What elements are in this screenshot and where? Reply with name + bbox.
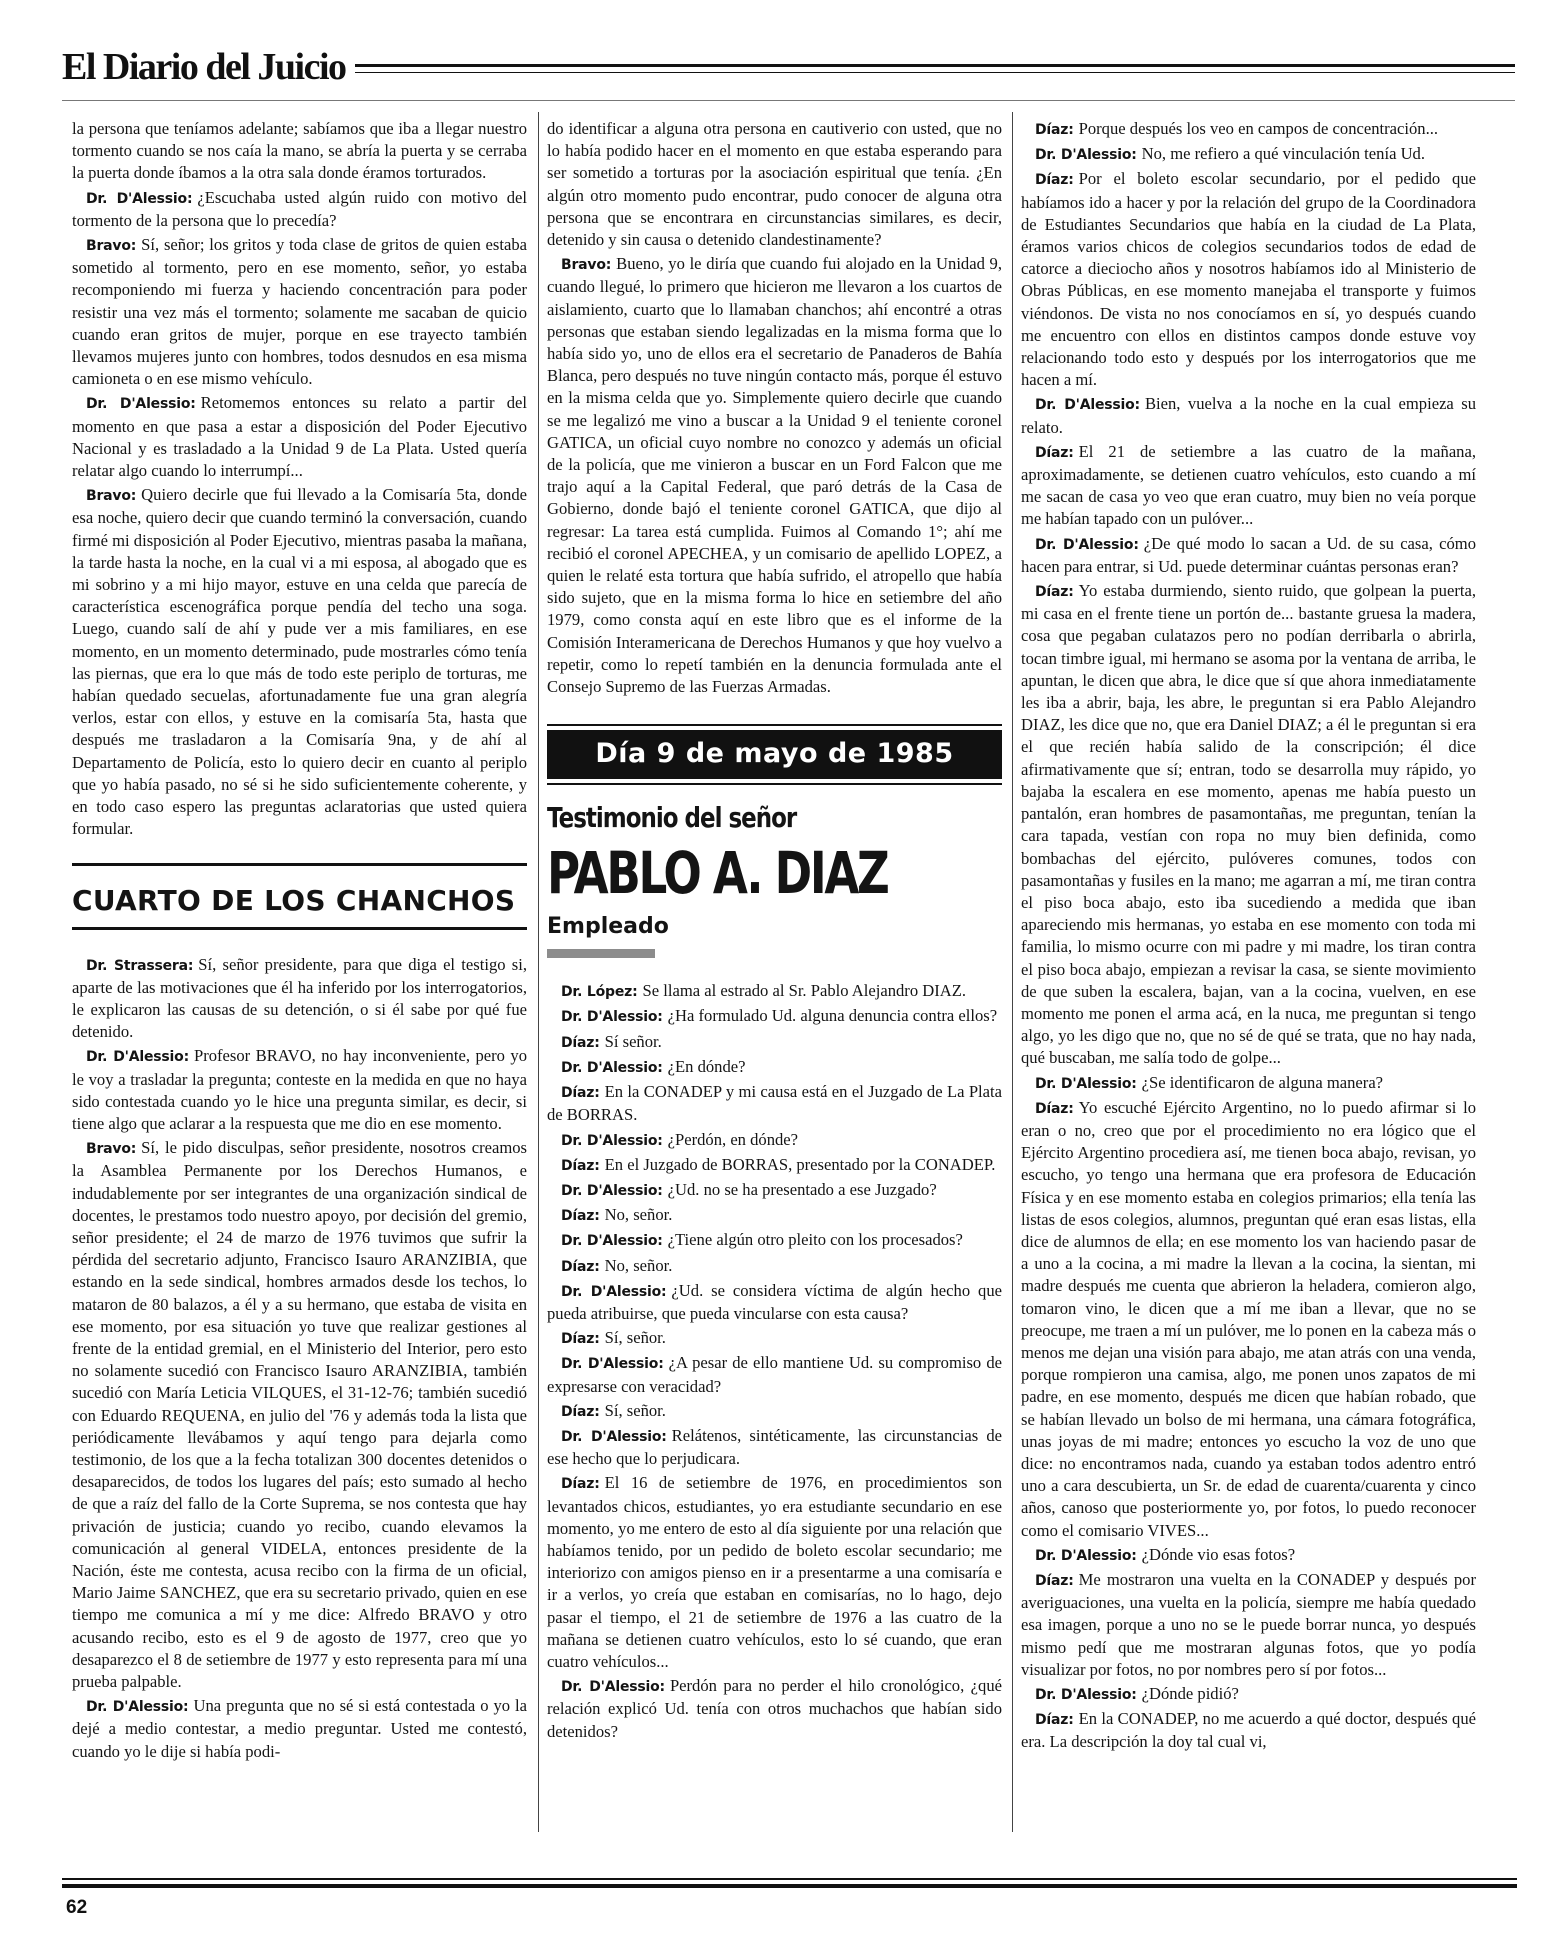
transcript-paragraph — [547, 1056, 1002, 1079]
transcript-paragraph — [547, 1005, 1002, 1028]
speaker-label: Bravo: — [86, 238, 137, 255]
speaker-label: Dr. D'Alessio: — [561, 1009, 663, 1026]
paragraph-text: El 16 de setiembre de 1976, en procedimientos son levantados chicos, estudiantes, yo era estudiante secundario en ese momento, yo me entero de esto al día siguiente por una relación que habíamos tenido, por un pedido de boleto escolar secundario; me interiorizo con amigos pienso en ir a presentarme a una comisaría e ir a verlos, yo creía que estaban en comisarías, no lo hago, dejo pasar el tiempo, el 21 de setiembre de 1976 a las cuatro de la mañana se detienen cuatro vehículos, esto lo sé cuando, que eran cuatro vehículos... — [547, 1473, 1002, 1671]
paragraph-text: Bueno, yo le diría que cuando fui alojado en la Unidad 9, cuando llegué, lo primero que hicieron me llevaron a los cuartos de aislamiento, cuarto que lo llamaban chanchos; ahí encontré a otras personas que estaban siendo legalizadas en la misma forma que lo había sido yo, uno de ellos era el secretario de Panaderos de Bahía Blanca, pero después no tuve ningún contacto más, porque él estuvo en la misma celda que yo. Simplemente quiero decirle que cuando se me legalizó me vino a buscar a la Unidad 9 el teniente coronel GATICA, un oficial cuyo nombre no conozco y además un oficial de la policía, que me vinieron a buscar en un Ford Falcon que me trajo aquí a la Capital Federal, que paró detrás de la Casa de Gobierno, donde bajó el teniente coronel GATICA, que dijo al regresar: La tarea está cumplida. Fuimos al Comando 1°; ahí me recibió el coronel APECHEA, y un comisario de apellido LOPEZ, a quien le relaté esta tortura que había sufrido, el atropello que había sido sujeto, que en la misma forma lo hice en setiembre del año 1979, como consta aquí en este libro que es el informe de la Comisión Interamericana de Derechos Humanos y que hoy vuelvo a repetir, como lo repetí también en la denuncia formulada ante el Consejo Supremo de las Fuerzas Armadas. — [547, 254, 1002, 697]
transcript-paragraph — [547, 1352, 1002, 1397]
speaker-label: Dr. D'Alessio: — [561, 1059, 663, 1076]
transcript-paragraph — [72, 187, 527, 232]
paragraph-text: No, me refiero a qué vinculación tenía Ud. — [1141, 144, 1426, 164]
paragraph-text: Yo estaba durmiendo, siento ruido, que golpean la puerta, mi casa en el frente tiene un portón de... bastante gruesa la madera, cosa que pegaban culatazos pero no podían derribarla o abrirla, tocan timbre igual, mi hermano se asoma por la ventana de arriba, le apuntan, le dicen que abra, le dice que sí que ahora inmediatamente les iba a abrir, baja, les abre, le preguntan si era Pablo Alejandro DIAZ, les dice que no, que era Daniel DIAZ; a él le preguntan si era el que recién había salido de la conscripción; él dice afirmativamente que sí; entran, todo se desarrolla muy rápido, yo bajaba la escalera en ese momento, apenas me había puesto un pantalón, eran hombres de pasamontañas, me preguntan, tenían la cara tapada, vestían con ropa no muy bien definida, como bombachas del ejército, pulóveres comunes, todos con pasamontañas y fusiles en la mano; me agarran a mí, me tiran contra el piso boca abajo, esto iba sucediendo a medida que iban apareciendo mis hermanas, yo estaba en ese momento con toda mi familia, lo mismo ocurre con mi padre y mi madre, los tiran contra el piso boca abajo, empiezan a revisar la casa, se siente movimiento de que suben la escalera, bajan, van a la cocina, vuelven, en ese momento me ponen el arma acá, en la nuca, me preguntan si tengo algo, yo les digo que no, que no sé de qué se trata, que no hay nada, qué buscaban, me salía todo de golpe... — [1021, 581, 1476, 1068]
transcript-paragraph — [547, 1154, 1002, 1177]
transcript-paragraph — [72, 392, 527, 482]
transcript-paragraph — [72, 118, 527, 185]
paragraph-text: ¿A pesar de ello mantiene Ud. su compromiso de expresarse con veracidad? — [547, 1353, 1002, 1396]
transcript-paragraph — [1021, 1708, 1476, 1753]
footer-rule — [62, 1878, 1517, 1880]
speaker-label: Dr. D'Alessio: — [561, 1182, 663, 1199]
transcript-paragraph — [547, 1425, 1002, 1470]
column-3 — [1021, 118, 1476, 1868]
header-rule — [355, 64, 1515, 67]
paragraph-text: ¿Dónde pidió? — [1141, 1684, 1239, 1704]
speaker-label: Díaz: — [1035, 1100, 1074, 1117]
paragraph-text: ¿Ud. se considera víctima de algún hecho que pueda atribuirse, que pueda vincularse con esta causa? — [547, 1280, 1002, 1323]
speaker-label: Díaz: — [561, 1476, 600, 1493]
transcript-paragraph — [547, 118, 1002, 251]
column-2-paragraphs — [547, 118, 1002, 698]
paragraph-text: No, señor. — [604, 1255, 673, 1275]
paragraph-text: Bien, vuelva a la noche en la cual empieza su relato. — [1021, 394, 1476, 437]
transcript-paragraph — [1021, 118, 1476, 141]
column-1-paragraphs — [72, 118, 527, 841]
speaker-label: Díaz: — [561, 1085, 600, 1102]
speaker-label: Dr. D'Alessio: — [561, 1679, 665, 1696]
paragraph-text: En la CONADEP y mi causa está en el Juzgado de La Plata de BORRAS. — [547, 1082, 1002, 1125]
speaker-label: Díaz: — [1035, 1573, 1074, 1589]
date-banner: Día 9 de mayo de 1985 — [547, 730, 1002, 779]
paragraph-text: ¿Tiene algún otro pleito con los procesados? — [667, 1230, 963, 1250]
transcript-paragraph — [72, 1045, 527, 1135]
speaker-label: Dr. D'Alessio: — [1035, 147, 1137, 164]
speaker-label: Dr. D'Alessio: — [561, 1132, 663, 1149]
paragraph-text: Profesor BRAVO, no hay inconveniente, pero yo le voy a trasladar la pregunta; conteste en la medida en que no haya sido contestada cuando yo le hice una pregunta similar, es decir, si tiene algo que aclarar a la respuesta que me dio en ese momento. — [72, 1046, 527, 1133]
paragraph-text: Yo escuché Ejército Argentino, no lo puedo afirmar si lo eran o no, creo que por el procedimiento no era lógico que el Ejército Argentino procediera así, me tienen boca abajo, revisan, yo escucho, yo tengo una hermana que era profesora de Educación Física y en ese momento estaba en colegios primarios; ella tenía las listas de esos colegios, alumnos, preguntan qué eran esas listas, ella dice de alumnos de ella; en ese momento los van haciendo pasar de a uno a la cocina, a mi madre la llevan a la cocina, la sientan, mi madre después me cuenta que abrieron la heladera, comieron algo, tomaron vino, le dicen que a mí me iban a llevar, que no se preocupe, me traen a mí un pulóver, me lo ponen en la cabeza más o menos me dejan una visión para abajo, me atan atrás con una venda, porque rompieron una camisa, algo, me ponen unos zapatos de mi padre, en ese momento, después me dicen que habían robado, que se habían llevado un bolso de mi hermana, una cámara fotográfica, unas joyas de mi madre; entonces yo escucho la voz de uno que dice: no encontramos nada, cuando ya estaban todos adentro entró uno a cara descubierta, un Sr. de edad de cuarenta/cuarenta y cinco años, canoso que posteriormente yo, por fotos, lo puedo reconocer como el comisario VIVES... — [1021, 1097, 1476, 1540]
transcript-paragraph — [1021, 1569, 1476, 1681]
column-2-paragraphs-after — [547, 980, 1002, 1743]
column-1 — [72, 118, 527, 1868]
speaker-label: Dr. D'Alessio: — [86, 190, 193, 207]
transcript-paragraph — [547, 1280, 1002, 1325]
transcript-paragraph — [547, 253, 1002, 698]
speaker-label: Bravo: — [86, 1141, 137, 1158]
speaker-label: Díaz: — [561, 1034, 600, 1051]
speaker-label: Dr. D'Alessio: — [1035, 1547, 1137, 1564]
header-underline — [62, 100, 1515, 101]
paragraph-text: ¿Se identificaron de alguna manera? — [1141, 1072, 1384, 1092]
decorative-bar — [547, 949, 655, 958]
speaker-label: Dr. D'Alessio: — [1035, 1075, 1137, 1092]
paragraph-text: do identificar a alguna otra persona en cautiverio con usted, que no lo había podido hacer en el momento en que estaba esperando para ser sometido a torturas por la asociación espiritual que tenía. ¿En algún otro momento pudo encontrar, pudo conocer de alguna otra persona que se encontrara en circunstancias similares, es decir, detenido y sin causa o detenido clandestinamente? — [547, 119, 1002, 250]
speaker-label: Dr. D'Alessio: — [561, 1356, 664, 1373]
paragraph-text: ¿De qué modo lo sacan a Ud. de su casa, cómo hacen para entrar, si Ud. puede determinar cuántas personas eran? — [1021, 533, 1476, 576]
transcript-paragraph — [1021, 1544, 1476, 1567]
paragraph-text: ¿Ud. no se ha presentado a ese Juzgado? — [667, 1179, 937, 1199]
transcript-paragraph — [547, 1327, 1002, 1350]
paragraph-text: Sí, señor. — [604, 1400, 666, 1420]
speaker-label: Díaz: — [1035, 444, 1074, 461]
transcript-paragraph — [547, 1229, 1002, 1252]
transcript-paragraph — [72, 1695, 527, 1763]
speaker-label: Díaz: — [1035, 584, 1074, 601]
speaker-label: Dr. D'Alessio: — [1035, 397, 1140, 414]
speaker-label: Díaz: — [561, 1208, 600, 1225]
transcript-paragraph — [72, 484, 527, 840]
transcript-paragraph — [72, 954, 527, 1044]
transcript-paragraph — [547, 1031, 1002, 1054]
witness-name: PABLO A. DIAZ — [547, 839, 888, 908]
paragraph-text: ¿Escuchaba usted algún ruido con motivo del tormento de la persona que lo precedía? — [72, 187, 527, 230]
transcript-paragraph — [1021, 168, 1476, 391]
transcript-paragraph — [1021, 1072, 1476, 1095]
transcript-paragraph — [547, 980, 1002, 1003]
speaker-label: Dr. D'Alessio: — [561, 1428, 667, 1445]
column-divider — [1012, 112, 1013, 1832]
speaker-label: Dr. D'Alessio: — [86, 1049, 189, 1066]
speaker-label: Dr. D'Alessio: — [1035, 536, 1139, 553]
paragraph-text: ¿Ha formulado Ud. alguna denuncia contra ellos? — [667, 1006, 998, 1026]
speaker-label: Díaz: — [561, 1331, 600, 1348]
column-2 — [547, 118, 1002, 1868]
speaker-label: Dr. D'Alessio: — [86, 1699, 189, 1716]
speaker-label: Dr. D'Alessio: — [86, 396, 196, 413]
paragraph-text: Se llama al estrado al Sr. Pablo Alejandro DIAZ. — [642, 981, 967, 1001]
speaker-label: Díaz: — [561, 1157, 600, 1174]
speaker-label: Dr. Strassera: — [86, 957, 194, 974]
transcript-paragraph — [1021, 393, 1476, 438]
transcript-paragraph — [547, 1400, 1002, 1423]
paragraph-text: Sí, le pido disculpas, señor presidente, nosotros creamos la Asamblea Permanente por los Derechos Humanos, e indudablemente por ser integrantes de una organización sindical de docentes, le prestamos todo nuestro apoyo, por decisión del gremio, señor presidente; el 24 de marzo de 1976 tuvimos que sufrir la pérdida del secretario adjunto, Francisco Isauro ARANZIBIA, que estando en la sede sindical, hombres armados desde los techos, lo mataron de 80 balazos, a él y a su hermano, que estaba de visita en ese momento, por esa situación yo tuve que realizar gestiones al frente de la entidad gremial, en el Ministerio del Interior, pero esto no solamente sucedió con Francisco Isauro ARANZIBIA, también sucedió con María Leticia VILQUES, el 31-12-76; también sucedió con Eduardo REQUENA, en julio del '76 y además toda la lista que periódicamente llevábamos y aquí tengo para dejarla como testimonio, de los que a la fecha totalizan 300 docentes detenidos o desaparecidos, de todos los lugares del país; esto sumado al hecho de que a raíz del fallo de la Corte Suprema, se nos contesta que hay privación de justicia; cuando yo recibo, cuando elevamos la comunicación al general VIDELA, entonces presidente de la Nación, éste me contesta, acusa recibo con la firma de un oficial, Mario Jaime SANCHEZ, que era su secretario privado, quien en ese tiempo me comunica a mí y me dice: Alfredo BRAVO y otro acusando recibo, esto es el 9 de agosto de 1977, creo que yo desaparezco el 8 de setiembre de 1977 y esto representa para mí una prueba palpable. — [72, 1138, 527, 1691]
speaker-label: Díaz: — [561, 1258, 600, 1275]
column-1-paragraphs-after — [72, 954, 527, 1763]
paragraph-text: Sí, señor. — [604, 1328, 666, 1348]
paragraph-text: En la CONADEP, no me acuerdo a qué doctor, después qué era. La descripción la doy tal cual vi, — [1021, 1709, 1476, 1752]
speaker-label: Díaz: — [561, 1403, 600, 1420]
transcript-paragraph — [1021, 1683, 1476, 1706]
transcript-paragraph — [547, 1179, 1002, 1202]
paragraph-text: Una pregunta que no sé si está contestada o yo la dejé a medio contestar, a medio preguntar. Usted me contestó, cuando yo le dije si había podi- — [72, 1696, 527, 1761]
speaker-label: Dr. D'Alessio: — [1035, 1687, 1137, 1704]
speaker-label: Dr. López: — [561, 984, 638, 1001]
paragraph-text: Por el boleto escolar secundario, por el pedido que habíamos ido a hacer y por la relación del grupo de la Coordinadora de Estudiantes Secundarios que había en la ciudad de La Plata, éramos varios chicos de colegios secundarios todos de edad de catorce a dieciocho años y nosotros habíamos ido al Ministerio de Obras Públicas, en ese momento manejaba el transporte y fuimos viéndonos. De vista no nos conocíamos en sí, yo después cuando me encuentro con ellos en distintos campos donde estuve voy relacionando todo esto y después por los interrogatorios que me hacen a mí. — [1021, 169, 1476, 390]
paragraph-text: No, señor. — [604, 1205, 673, 1225]
footer-rule-thick — [62, 1884, 1517, 1888]
publication-masthead: El Diario del Juicio — [62, 46, 346, 88]
speaker-label: Díaz: — [1035, 1712, 1074, 1729]
transcript-paragraph — [1021, 1097, 1476, 1542]
speaker-label: Díaz: — [1035, 122, 1074, 138]
paragraph-text: ¿En dónde? — [667, 1056, 746, 1076]
speaker-label: Bravo: — [561, 257, 612, 274]
paragraph-text: Me mostraron una vuelta en la CONADEP y después por averiguaciones, una vuelta en la policía, siempre me había quedado esa imagen, porque a uno no se le puede borrar nunca, yo después mismo pedí que me mostraran algunas fotos, que yo podía visualizar por fotos, no por nombres pero sí por fotos... — [1021, 1570, 1476, 1679]
paragraph-text: Quiero decirle que fui llevado a la Comisaría 5ta, donde esa noche, quiero decir que cuando terminó la conversación, cuando firmé mi disposición al Poder Ejecutivo, mientras pasaba la mañana, la tarde hasta la noche, en la cual vi a mi esposa, al abogado que es mi sobrino y a mi hijo mayor, estuve en una celda que parecía de característica escenográfica porque pendía del techo una soga. Luego, cuando salí de ahí y pude ver a mis familiares, en ese momento, en un momento determinado, pude mostrarles cómo tenía las piernas, que era lo que más de todo este periplo de torturas, me habían quedado secuelas, afortunadamente fue una gran alegría verlos, estar con ellos, y estuve en la comisaría 5ta, hasta que después me trasladaron a la Comisaría 9na, y de ahí al Departamento de Policía, esto lo quiero decir en cuanto al periplo que yo había pasado, no sé si he sido suficientemente coherente, y en todo caso espero las preguntas aclaratorias que usted quiera formular. — [72, 485, 527, 839]
transcript-paragraph — [547, 1081, 1002, 1126]
testimony-label: Testimonio del señor — [547, 801, 797, 835]
paragraph-text: El 21 de setiembre a las cuatro de la mañana, aproximadamente, se detienen cuatro vehículos, esto cuando a mí me sacan de casa yo veo que eran cuatro, muy bien no veía porque me habían tapado con un pulóver... — [1021, 441, 1476, 529]
transcript-paragraph — [1021, 441, 1476, 531]
transcript-paragraph — [547, 1675, 1002, 1743]
transcript-paragraph — [72, 1137, 527, 1693]
paragraph-text: Sí, señor presidente, para que diga el testigo si, aparte de las motivaciones que él ha inferido por los interrogatorios, le explicaron las causas de su detención, o si él sabe por qué fue detenido. — [72, 954, 527, 1042]
transcript-paragraph — [72, 234, 527, 390]
page-number: 62 — [66, 1897, 88, 1918]
column-divider — [538, 112, 539, 1832]
header-rule-thin — [355, 72, 1515, 73]
transcript-paragraph — [1021, 580, 1476, 1069]
section-heading: CUARTO DE LOS CHANCHOS — [72, 863, 527, 930]
speaker-label: Bravo: — [86, 488, 137, 505]
witness-occupation: Empleado — [547, 914, 669, 940]
column-3-paragraphs — [1021, 118, 1476, 1754]
transcript-paragraph — [547, 1255, 1002, 1278]
transcript-paragraph — [547, 1472, 1002, 1673]
paragraph-text: ¿Dónde vio esas fotos? — [1141, 1544, 1296, 1564]
paragraph-text: Sí, señor; los gritos y toda clase de gritos de quien estaba sometido al tormento, pero en ese momento, señor, yo estaba recomponiendo mi fuerza y haciendo concentración para poder resistir una vez más el tormento; solamente me sacaban de quicio cuando eran gritos de mujer, porque en ese trayecto también llevamos mujeres junto con hombres, todos desnudos en esa misma camioneta o en ese mismo vehículo. — [72, 235, 527, 389]
paragraph-text: la persona que teníamos adelante; sabíamos que iba a llegar nuestro tormento cuando se nos caía la mano, se abría la puerta y se cerraba la puerta donde íbamos a la otra sala donde éramos torturados. — [72, 119, 527, 183]
paragraph-text: Relátenos, sintéticamente, las circunstancias de ese hecho que lo perjudicara. — [547, 1425, 1002, 1469]
speaker-label: Díaz: — [1035, 172, 1074, 189]
paragraph-text: Perdón para no perder el hilo cronológico, ¿qué relación explicó Ud. tenía con otros muchachos que habían sido detenidos? — [547, 1676, 1002, 1741]
speaker-label: Dr. D'Alessio: — [561, 1283, 667, 1300]
paragraph-text: En el Juzgado de BORRAS, presentado por la CONADEP. — [604, 1154, 996, 1174]
paragraph-text: Sí señor. — [604, 1031, 662, 1051]
transcript-paragraph — [1021, 533, 1476, 578]
transcript-paragraph — [547, 1204, 1002, 1227]
paragraph-text: ¿Perdón, en dónde? — [667, 1129, 799, 1149]
transcript-paragraph — [547, 1129, 1002, 1152]
paragraph-text: Retomemos entonces su relato a partir del momento en que pasa a estar a disposición del Poder Ejecutivo Nacional y es trasladado a la Unidad 9 de La Plata. Usted quería relatar algo cuando lo interrumpí... — [72, 393, 527, 481]
speaker-label: Dr. D'Alessio: — [561, 1233, 663, 1250]
transcript-paragraph — [1021, 143, 1476, 166]
paragraph-text: Porque después los veo en campos de concentración... — [1078, 119, 1439, 138]
